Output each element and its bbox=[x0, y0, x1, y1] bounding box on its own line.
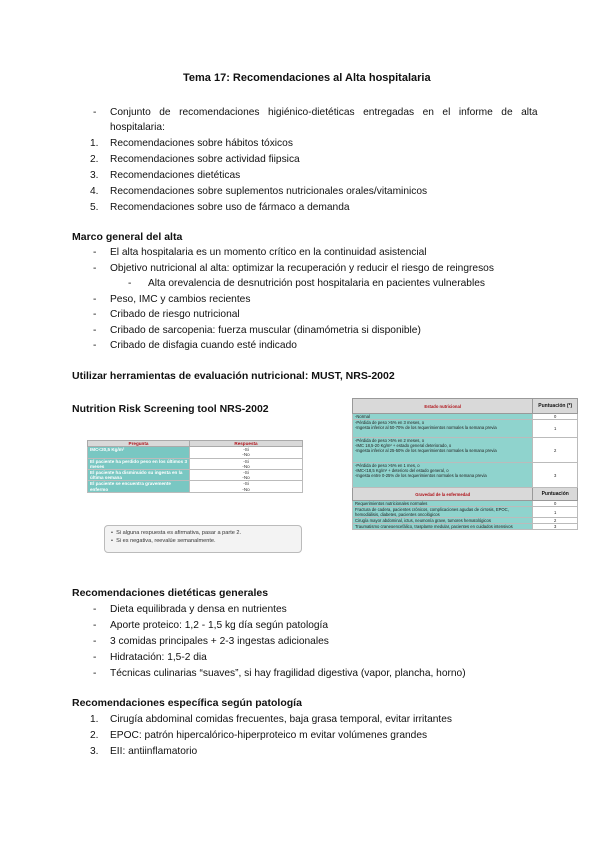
answer-cell bbox=[190, 470, 303, 481]
answer-no: -No bbox=[242, 452, 250, 458]
list-number: 3. bbox=[90, 170, 99, 181]
column-header-respuesta: Respuesta bbox=[190, 441, 303, 447]
gravedad-cell: Cirugía mayor abdominal, ictus, neumonía grave, tumores hematológicos bbox=[353, 518, 533, 524]
bullet-dash: - bbox=[93, 636, 97, 647]
cell-line: -Normal bbox=[355, 414, 370, 419]
list-text: Cribado de sarcopenia: fuerza muscular (dinamómetria si disponible) bbox=[110, 324, 421, 336]
list-text: Cirugía abdominal comidas frecuentes, baja grasa temporal, evitar irritantes bbox=[110, 714, 453, 725]
list-text: Peso, IMC y cambios recientes bbox=[110, 293, 251, 305]
table-header-row bbox=[353, 488, 578, 501]
section-heading-marco: Marco general del alta bbox=[72, 231, 183, 243]
score-cell: 2 bbox=[533, 438, 578, 463]
list-item bbox=[90, 713, 540, 729]
cell-line: -Pérdida de peso >5% en 2 meses, o bbox=[355, 438, 425, 443]
list-item bbox=[93, 667, 533, 683]
column-header-gravedad: Gravedad de la enfermedad bbox=[353, 488, 533, 501]
patologia-list bbox=[90, 713, 540, 761]
list-number: 1. bbox=[90, 714, 99, 725]
bullet-dash: - bbox=[93, 247, 97, 258]
score-cell: 0 bbox=[533, 501, 578, 507]
list-item bbox=[93, 246, 533, 262]
screening-note-box bbox=[104, 525, 302, 553]
list-text: Hidratación: 1,5-2 dia bbox=[110, 652, 207, 663]
score-cell: 3 bbox=[533, 463, 578, 488]
bullet-dash: - bbox=[128, 278, 132, 289]
list-text: EPOC: patrón hipercalórico-hiperproteico m evitar volúmenes grandes bbox=[110, 730, 428, 741]
table-row bbox=[353, 507, 578, 518]
answer-yes: -Si bbox=[243, 447, 249, 453]
bullet-dash: - bbox=[93, 262, 97, 274]
list-item bbox=[93, 293, 533, 309]
answer-yes: -Si bbox=[243, 481, 249, 487]
bullet-dash: - bbox=[93, 324, 97, 336]
page-title: Tema 17: Recomendaciones al Alta hospitalaria bbox=[183, 72, 431, 84]
list-number: 5. bbox=[90, 202, 99, 213]
list-item bbox=[93, 339, 533, 355]
list-number: 2. bbox=[90, 154, 99, 165]
question-cell: El paciente se encuentra gravemente enfermo bbox=[88, 481, 190, 492]
list-text: Cribado de riesgo nutricional bbox=[110, 309, 240, 320]
column-header-pregunta: Pregunta bbox=[88, 441, 190, 447]
score-cell: 1 bbox=[533, 420, 578, 438]
list-item bbox=[90, 745, 540, 761]
dieteticas-list bbox=[93, 603, 533, 683]
section-heading-dieteticas: Recomendaciones dietéticas generales bbox=[72, 587, 269, 599]
list-text: 3 comidas principales + 2-3 ingestas adicionales bbox=[110, 636, 329, 647]
note-text: Si es negativa, reevalúe semanalmente. bbox=[116, 538, 216, 544]
cell-line: -IMC<18,5 Kg/m² + deterioro del estado general, o bbox=[355, 468, 449, 473]
list-text: Recomendaciones sobre hábitos tóxicos bbox=[110, 138, 293, 149]
table-row bbox=[88, 447, 303, 458]
estado-cell bbox=[353, 438, 533, 463]
bullet-dash: - bbox=[93, 293, 97, 305]
question-cell: IMC<20,5 Kg/m² bbox=[88, 447, 190, 458]
table-row bbox=[88, 458, 303, 469]
list-text: EII: antiinflamatorio bbox=[110, 746, 198, 757]
list-text: Técnicas culinarias “suaves”, si hay fragilidad digestiva (vapor, plancha, horno) bbox=[110, 668, 466, 679]
score-cell: 1 bbox=[533, 507, 578, 518]
cell-line: -IMC 18,5-20 Kg/m² + estado general deteriorado, o bbox=[355, 443, 452, 448]
list-text: Recomendaciones sobre actividad fiipsica bbox=[110, 154, 300, 165]
list-text: Objetivo nutricional al alta: optimizar la recuperación y reducir el riesgo de reingresos bbox=[110, 262, 494, 274]
list-text: Alta orevalencia de desnutrición post hospitalaria en pacientes vulnerables bbox=[148, 278, 485, 289]
table-row bbox=[353, 420, 578, 438]
nrs-scoring-table bbox=[352, 398, 578, 530]
bullet-dash: - bbox=[93, 340, 97, 351]
bullet-dash: - bbox=[93, 668, 97, 679]
list-item bbox=[93, 324, 533, 340]
column-header-puntuacion: Puntuación (*) bbox=[533, 399, 578, 414]
gravedad-cell: Fractura de cadera, pacientes crónicos, complicaciones agudas de cirrosis, EPOC, hemodiálisis, diabetes, pacientes oncológicos bbox=[353, 507, 533, 518]
estado-cell bbox=[353, 463, 533, 488]
section-heading-herramientas: Utilizar herramientas de evaluación nutricional: MUST, NRS-2002 bbox=[72, 370, 395, 382]
list-item bbox=[93, 262, 533, 278]
nrs-screening-table bbox=[87, 440, 303, 493]
table-row bbox=[353, 463, 578, 488]
question-cell: El paciente ha disminuido su ingesta en la última semana bbox=[88, 470, 190, 481]
cell-line: -Ingesta inferior al 50-70% de los requerimientos normales la semana previa bbox=[355, 425, 497, 430]
table-row bbox=[353, 524, 578, 530]
list-item bbox=[93, 619, 533, 635]
table-row bbox=[88, 481, 303, 492]
note-text: Si alguna respuesta es afirmativa, pasar a parte 2. bbox=[116, 530, 242, 536]
note-line: • Si alguna respuesta es afirmativa, pasar a parte 2. bbox=[111, 530, 242, 536]
table-row bbox=[353, 438, 578, 463]
list-text: Cribado de disfagia cuando esté indicado bbox=[110, 340, 297, 351]
intro-line-2: hospitalaria: bbox=[110, 122, 165, 133]
list-text: Dieta equilibrada y densa en nutrientes bbox=[110, 604, 287, 615]
answer-no: -No bbox=[242, 475, 250, 481]
list-text: Recomendaciones dietéticas bbox=[110, 170, 241, 181]
list-item bbox=[90, 729, 540, 745]
bullet-dash: - bbox=[93, 107, 97, 118]
answer-cell bbox=[190, 447, 303, 458]
list-item bbox=[93, 651, 533, 667]
answer-cell bbox=[190, 458, 303, 469]
gravedad-cell: Traumatismo craneoencefálico, trasplante medular, pacientes en cuidados intensivos bbox=[353, 524, 533, 530]
table-header-row bbox=[353, 399, 578, 414]
score-cell: 2 bbox=[533, 518, 578, 524]
intro-line-1: Conjunto de recomendaciones higiénico-dietéticas entregadas en el informe de alta bbox=[110, 107, 538, 118]
list-text: Recomendaciones sobre uso de fármaco a demanda bbox=[110, 202, 350, 213]
list-number: 3. bbox=[90, 746, 99, 757]
table-row bbox=[88, 470, 303, 481]
answer-no: -No bbox=[242, 486, 250, 492]
list-text: El alta hospitalaria es un momento crítico en la continuidad asistencial bbox=[110, 247, 427, 258]
cell-line: -Ingesta inferior al 25-50% de los requerimientos normales la semana previa bbox=[355, 448, 497, 453]
list-text: Aporte proteico: 1,2 - 1,5 kg día según patología bbox=[110, 620, 329, 631]
list-item bbox=[93, 277, 533, 293]
bullet-dash: - bbox=[93, 652, 97, 663]
section-heading-patologia: Recomendaciones específica según patología bbox=[72, 697, 302, 709]
column-header-puntuacion: Puntuación bbox=[533, 488, 578, 501]
list-item bbox=[93, 603, 533, 619]
answer-yes: -Si bbox=[243, 458, 249, 464]
score-cell: 0 bbox=[533, 414, 578, 420]
answer-yes: -Si bbox=[243, 470, 249, 476]
gravedad-cell: Requerimientos nutricionales normales bbox=[353, 501, 533, 507]
marco-list bbox=[93, 246, 533, 355]
answer-no: -No bbox=[242, 463, 250, 469]
list-number: 4. bbox=[90, 186, 99, 197]
cell-line: -Pérdida de peso >5% en 1 mes, o bbox=[355, 463, 420, 468]
cell-line: -Pérdida de peso >5% en 3 meses, o bbox=[355, 420, 425, 425]
note-line: • Si es negativa, reevalúe semanalmente. bbox=[111, 538, 216, 544]
list-item bbox=[93, 308, 533, 324]
bullet-dash: - bbox=[93, 309, 97, 320]
answer-cell bbox=[190, 481, 303, 492]
list-text: Recomendaciones sobre suplementos nutricionales orales/vitaminicos bbox=[110, 186, 428, 197]
cell-line: -Ingesta entre 0-25% de los requerimientos normales la semana previa bbox=[355, 473, 487, 478]
list-item bbox=[93, 635, 533, 651]
section-heading-nrs: Nutrition Risk Screening tool NRS-2002 bbox=[72, 403, 269, 415]
estado-cell bbox=[353, 420, 533, 438]
question-cell: El paciente ha perdido peso en los últimos 3 meses bbox=[88, 458, 190, 469]
bullet-dash: - bbox=[93, 620, 97, 631]
score-cell: 3 bbox=[533, 524, 578, 530]
list-number: 2. bbox=[90, 730, 99, 741]
bullet-dash: - bbox=[93, 604, 97, 615]
list-number: 1. bbox=[90, 138, 99, 149]
column-header-estado: Estado nutricional bbox=[353, 399, 533, 414]
